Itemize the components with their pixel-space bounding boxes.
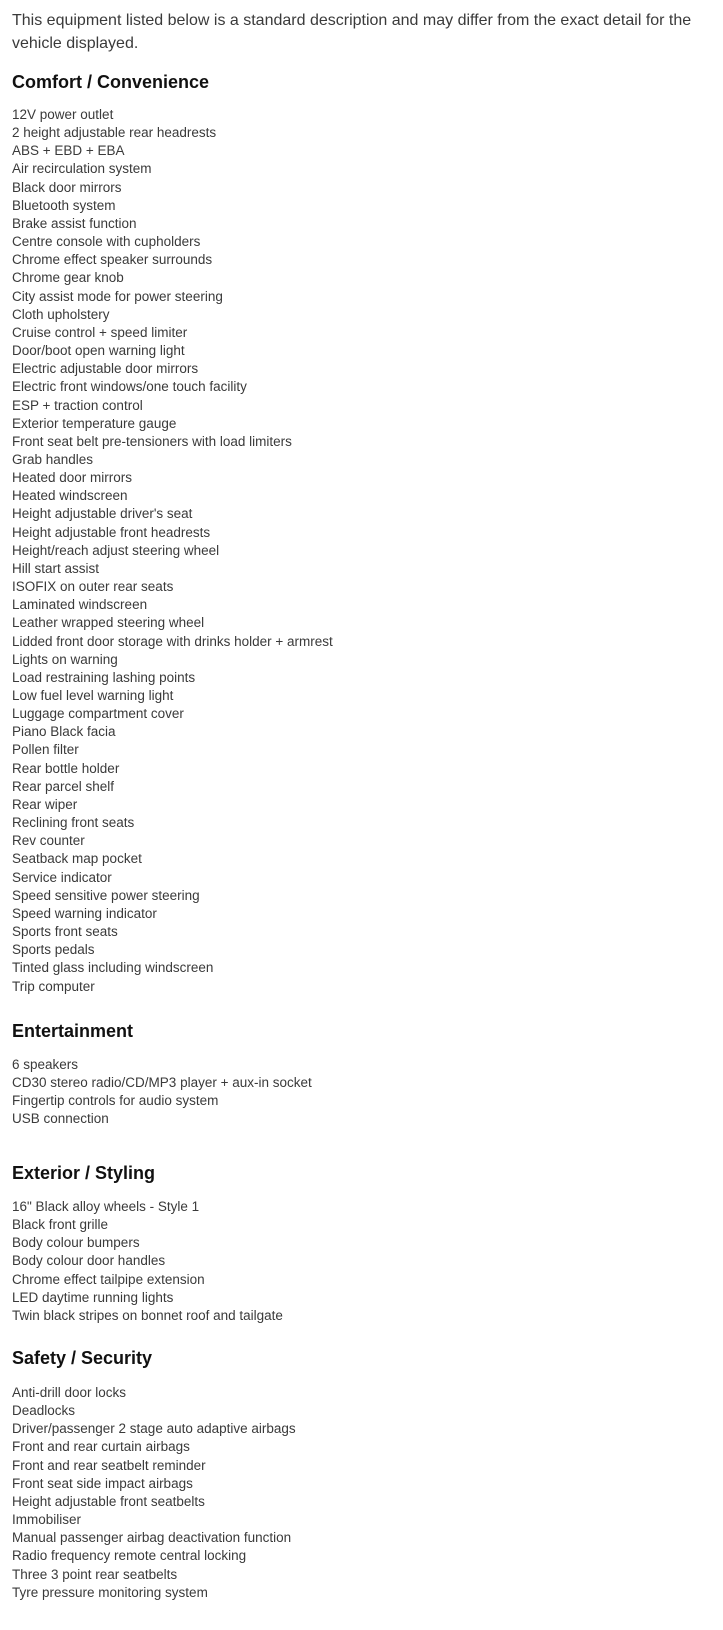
list-item: 16" Black alloy wheels - Style 1	[12, 1199, 200, 1214]
list-item: Hill start assist	[12, 560, 100, 576]
list-item: Sports front seats	[12, 924, 118, 940]
list-item: Laminated windscreen	[12, 597, 148, 613]
equipment-list	[12, 1198, 702, 1325]
section-exterior-styling	[12, 1161, 702, 1325]
list-item: Electric front windows/one touch facility	[12, 379, 247, 395]
list-item: Deadlocks	[12, 1403, 76, 1419]
list-item: Heated door mirrors	[12, 470, 133, 486]
list-item: Front seat belt pre-tensioners with load limiters	[12, 433, 292, 449]
list-item: Black door mirrors	[12, 179, 122, 195]
list-item: Bluetooth system	[12, 197, 116, 213]
list-item: Sports pedals	[12, 942, 95, 958]
list-item: Black front grille	[12, 1217, 109, 1233]
list-item: Air recirculation system	[12, 161, 152, 177]
list-item: Speed warning indicator	[12, 905, 157, 921]
list-item: Rear bottle holder	[12, 760, 120, 776]
list-item: Heated windscreen	[12, 488, 128, 504]
list-item: Low fuel level warning light	[12, 688, 174, 703]
list-item: Tinted glass including windscreen	[12, 960, 214, 976]
equipment-list	[12, 1056, 702, 1129]
list-item: Anti-drill door locks	[12, 1385, 127, 1400]
list-item: Twin black stripes on bonnet roof and tailgate	[12, 1307, 283, 1323]
section-comfort-convenience	[12, 70, 702, 996]
list-item: Height adjustable driver's seat	[12, 506, 193, 522]
list-item: Service indicator	[12, 869, 112, 885]
section-entertainment	[12, 1019, 702, 1129]
list-item: Front and rear seatbelt reminder	[12, 1457, 206, 1473]
list-item: 12V power outlet	[12, 107, 114, 122]
list-item: Lidded front door storage with drinks holder + armrest	[12, 633, 333, 649]
list-item: CD30 stereo radio/CD/MP3 player + aux-in socket	[12, 1075, 312, 1091]
list-item: Pollen filter	[12, 742, 79, 758]
list-item: 6 speakers	[12, 1057, 79, 1072]
list-item: Door/boot open warning light	[12, 343, 185, 359]
equipment-disclaimer: This equipment listed below is a standard description and may differ from the exact detail for the vehicle displayed.	[12, 12, 692, 52]
list-item: Height/reach adjust steering wheel	[12, 542, 220, 558]
list-item: Speed sensitive power steering	[12, 887, 200, 903]
section-heading: Safety / Security	[12, 1348, 153, 1368]
list-item: Front seat side impact airbags	[12, 1475, 193, 1491]
list-item: Tyre pressure monitoring system	[12, 1584, 208, 1600]
list-item: ISOFIX on outer rear seats	[12, 579, 174, 595]
list-item: Driver/passenger 2 stage auto adaptive airbags	[12, 1421, 296, 1437]
list-item: Front and rear curtain airbags	[12, 1439, 190, 1455]
list-item: City assist mode for power steering	[12, 288, 223, 304]
list-item: Chrome effect speaker surrounds	[12, 252, 213, 268]
list-item: Leather wrapped steering wheel	[12, 615, 205, 631]
list-item: Brake assist function	[12, 215, 137, 231]
list-item: ABS + EBD + EBA	[12, 143, 125, 159]
list-item: Body colour door handles	[12, 1253, 166, 1269]
list-item: Body colour bumpers	[12, 1235, 140, 1251]
list-item: Cloth upholstery	[12, 306, 110, 322]
list-item: Centre console with cupholders	[12, 234, 201, 250]
list-item: LED daytime running lights	[12, 1289, 174, 1305]
equipment-list	[12, 1384, 702, 1602]
list-item: ESP + traction control	[12, 397, 143, 413]
list-item: Rev counter	[12, 833, 85, 849]
equipment-list	[12, 106, 702, 996]
list-item: Reclining front seats	[12, 815, 135, 831]
list-item: Chrome gear knob	[12, 270, 124, 286]
list-item: Trip computer	[12, 978, 95, 994]
list-item: Piano Black facia	[12, 724, 116, 740]
list-item: Immobiliser	[12, 1512, 82, 1528]
list-item: Exterior temperature gauge	[12, 415, 177, 431]
list-item: Height adjustable front seatbelts	[12, 1493, 205, 1509]
section-safety-security	[12, 1346, 702, 1602]
list-item: USB connection	[12, 1111, 109, 1127]
list-item: Chrome effect tailpipe extension	[12, 1271, 205, 1287]
list-item: Cruise control + speed limiter	[12, 324, 188, 340]
list-item: Radio frequency remote central locking	[12, 1548, 247, 1564]
list-item: Seatback map pocket	[12, 851, 142, 867]
section-heading: Exterior / Styling	[12, 1163, 156, 1183]
list-item: Electric adjustable door mirrors	[12, 361, 199, 377]
list-item: Fingertip controls for audio system	[12, 1093, 219, 1109]
list-item: Luggage compartment cover	[12, 706, 184, 722]
list-item: Manual passenger airbag deactivation function	[12, 1530, 292, 1546]
list-item: Rear parcel shelf	[12, 778, 115, 794]
list-item: Height adjustable front headrests	[12, 524, 211, 540]
list-item: Load restraining lashing points	[12, 669, 196, 685]
list-item: Three 3 point rear seatbelts	[12, 1566, 178, 1582]
list-item: Lights on warning	[12, 651, 118, 667]
list-item: Grab handles	[12, 451, 94, 467]
section-heading: Comfort / Convenience	[12, 72, 210, 92]
section-heading: Entertainment	[12, 1021, 134, 1041]
list-item: Rear wiper	[12, 796, 78, 812]
list-item: 2 height adjustable rear headrests	[12, 125, 217, 141]
